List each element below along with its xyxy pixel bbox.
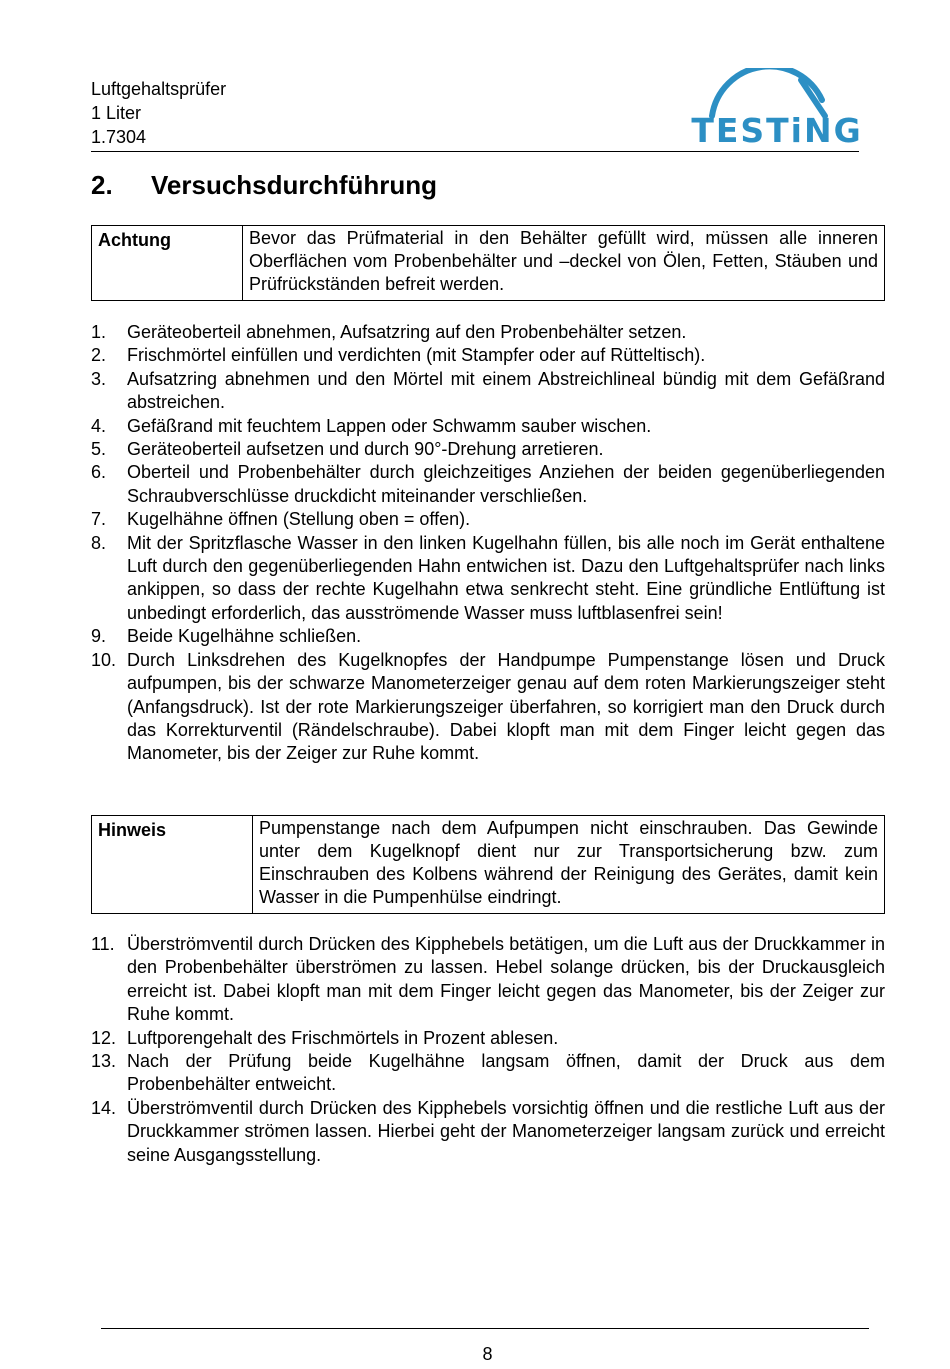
caution-box [91, 225, 885, 301]
list-item: 2. Frischmörtel einfüllen und verdichten (mit Stampfer oder auf Rütteltisch). [91, 345, 706, 366]
hint-box [91, 815, 885, 914]
procedure-steps-part1 [91, 321, 885, 766]
list-item: 5. Geräteoberteil aufsetzen und durch 90°-Drehung arretieren. [91, 439, 604, 460]
document-header [91, 77, 226, 149]
list-item: 1. Geräteoberteil abnehmen, Aufsatzring auf den Probenbehälter setzen. [91, 322, 687, 342]
list-item: 12. Luftporengehalt des Frischmörtels in Prozent ablesen. [91, 1027, 559, 1048]
logo-text: TESTiNG [691, 111, 863, 148]
caution-label: Achtung [92, 226, 243, 300]
list-item: 10. Durch Linksdrehen des Kugelknopfes der Handpumpe Pumpenstange lösen und Druck aufpumpen, bis der schwarze Manometerzeiger genau auf dem roten Markierungszeiger steht (Anfangsdruck). Ist der rote Markierungszeiger überfahren, so korrigiert man den Druck durch das Korrekturventil (Rändelschraube). Dabei klopft man mit dem Finger leicht gegen das Manometer, bis der Zeiger zur Ruhe kommt. [91, 649, 885, 764]
header-article-number: 1.7304 [91, 127, 147, 147]
footer-divider [101, 1328, 869, 1329]
header-volume: 1 Liter [91, 103, 142, 123]
section-heading [91, 168, 437, 202]
hint-text: Pumpenstange nach dem Aufpumpen nicht einschrauben. Das Gewinde unter dem Kugelknopf dient nur zur Transportsicherung bzw. zum Einschrauben des Kolbens während der Reinigung des Gerätes, damit kein Wasser in die Pumpenhülse eindringt. [259, 818, 878, 907]
list-item: 13. Nach der Prüfung beide Kugelhähne langsam öffnen, damit der Druck aus dem Probenbehälter entweicht. [91, 1051, 885, 1095]
header-divider [91, 151, 859, 152]
list-item: 6. Oberteil und Probenbehälter durch gleichzeitiges Anziehen der beiden gegenüberliegenden Schraubverschlüsse druckdicht miteinander verschließen. [91, 462, 885, 506]
list-item: 11. Überströmventil durch Drücken des Kipphebels betätigen, um die Luft aus der Druckkammer in den Probenbehälter überströmen zu lassen. Hebel solange drücken, bis der Druckausgleich erreicht ist. Dabei klopft man mit dem Finger leicht gegen das Manometer, bis der Zeiger zur Ruhe kommt. [91, 934, 885, 1025]
caution-text: Bevor das Prüfmaterial in den Behälter gefüllt wird, müssen alle inneren Oberflächen vom Probenbehälter und –deckel von Ölen, Fetten, Stäuben und Prüfrückständen befreit werden. [249, 228, 878, 294]
page-number: 8 [482, 1344, 493, 1364]
list-item: 9. Beide Kugelhähne schließen. [91, 626, 362, 647]
section-number: 2. [91, 170, 113, 200]
list-item: 3. Aufsatzring abnehmen und den Mörtel mit einem Abstreichlineal bündig mit dem Gefäßrand abstreichen. [91, 368, 885, 413]
testing-logo [672, 68, 882, 148]
list-item: 4. Gefäßrand mit feuchtem Lappen oder Schwamm sauber wischen. [91, 415, 652, 436]
list-item: 14. Überströmventil durch Drücken des Kipphebels vorsichtig öffnen und die restliche Luft aus der Druckkammer strömen lassen. Hierbei geht der Manometerzeiger langsam zurück und erreicht seine Ausgangsstellung. [91, 1097, 885, 1165]
section-title: Versuchsdurchführung [151, 170, 438, 200]
list-item: 7. Kugelhähne öffnen (Stellung oben = offen). [91, 509, 471, 530]
header-product: Luftgehaltsprüfer [91, 79, 227, 99]
hint-label: Hinweis [92, 816, 253, 913]
procedure-steps-part2 [91, 933, 885, 1167]
list-item: 8. Mit der Spritzflasche Wasser in den linken Kugelhahn füllen, bis alle noch im Gerät enthaltene Luft durch den gegenüberliegenden Hahn entwichen ist. Dazu den Luftgehaltsprüfer nach links ankippen, so dass der rechte Kugelhahn etwa senkrecht steht. Eine gründliche Entlüftung ist unbedingt erforderlich, das ausströmende Wasser muss luftblasenfrei sein! [91, 532, 885, 623]
